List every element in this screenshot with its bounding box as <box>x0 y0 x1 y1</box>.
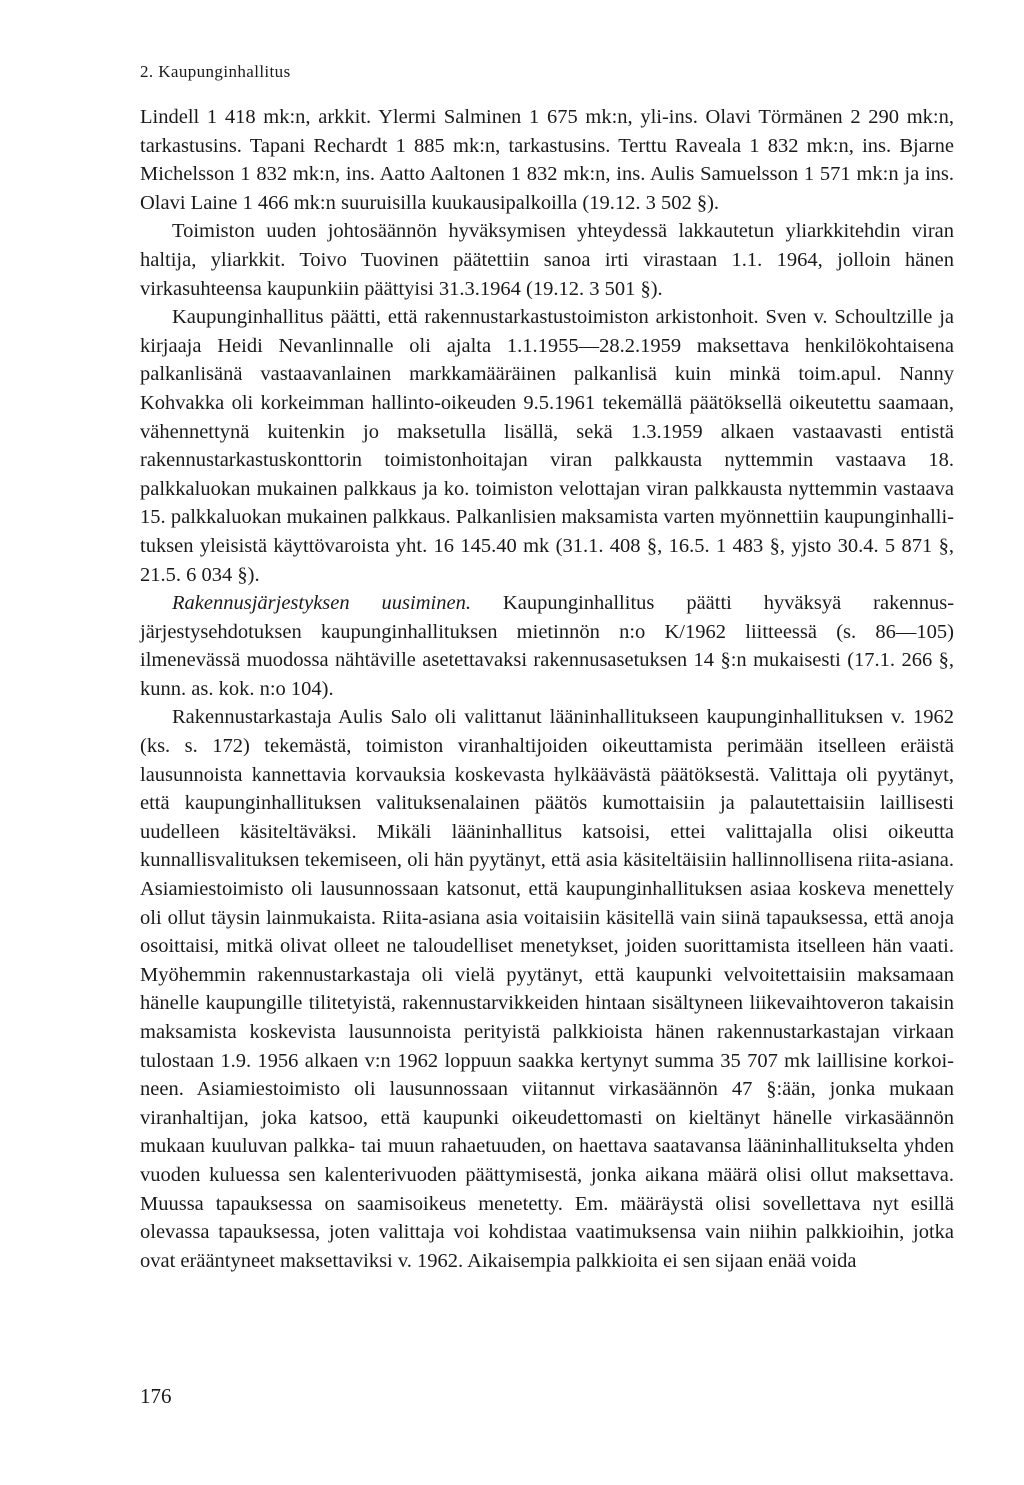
paragraph: Toimiston uuden johtosäännön hyväksymisen yhteydessä lakkautetun yliarkkitehdin viran haltija, yliarkkit. Toivo Tuovinen päätettiin sanoa irti virastaan 1.1. 1964, jolloin hänen virkasuhteensa kaupunkiin päättyisi 31.3.1964 (19.12. 3 501 §). <box>140 220 954 300</box>
paragraph: Lindell 1 418 mk:n, arkkit. Ylermi Salminen 1 675 mk:n, yli-ins. Olavi Törmänen 2 290 mk:n, tarkastusins. Tapani Rechardt 1 885 mk:n, tarkastusins. Terttu Raveala 1 832 mk:n, ins. Bjarne Michelsson 1 832 mk:n, ins. Aatto Aaltonen 1 832 mk:n, ins. Aulis Samuelsson 1 571 mk:n ja ins. Olavi Laine 1 466 mk:n suuruisilla kuukausipalkoilla (19.12. 3 502 §). <box>140 106 954 214</box>
paragraph: Kaupunginhallitus päätti, että rakennustarkastustoimiston arkistonhoit. Sven v. Schoultzille ja kirjaaja Heidi Nevanlinnalle oli ajalta 1.1.1955—28.2.1959 maksettava henkilökohtaisena palkanlisänä vastaavanlainen markkamääräinen palkanlisä kuin minkä toim.apul. Nanny Kohvakka oli korkeimman hallinto-oikeuden 9.5.1961 tekemällä päätöksellä oikeutettu saamaan, vähennettynä kuitenkin jo maksetulla lisällä, sekä 1.3.1959 alkaen vastaavasti entistä rakennustarkastuskonttorin toimistonhoitajan viran palkkausta nyttemmin vastaava 18. palkkaluokan mukainen palkkaus ja ko. toimiston velottajan viran palkkausta nyttemmin vastaava 15. palkkaluokan mukainen palkkaus. Palkanlisien maksamista varten myönnettiin kaupunginhallituksen yleisistä käyttövaroista yht. 16 145.40 mk (31.1. 408 §, 16.5. 1 483 §, yjsto 30.4. 5 871 §, 21.5. 6 034 §). <box>140 306 954 586</box>
running-head: 2. Kaupunginhallitus <box>140 62 291 81</box>
body-text <box>140 103 954 1275</box>
paragraph <box>140 589 954 703</box>
paragraph-text: Kaupunginhallitus päätti hyväksyä rakennusjärjestysehdotuksen kaupunginhallituksen mietinnön n:o K/1962 liitteessä (s. 86—105) ilmenevässä muodossa nähtäville asetettavaksi rakennusasetuksen 14 §:n mukaisesti (17.1. 266 §, kunn. as. kok. n:o 104). <box>140 592 955 700</box>
section-heading: Rakennusjärjestyksen uusiminen. <box>172 592 471 615</box>
page-number: 176 <box>140 1384 172 1408</box>
paragraph: Rakennustarkastaja Aulis Salo oli valittanut lääninhallitukseen kaupunginhallituksen v. 1962 (ks. s. 172) tekemästä, toimiston viranhaltijoiden oikeuttamista perimään itselleen eräistä lausunnoista kannettavia korvauksia koskevasta hylkäävästä päätöksestä. Valittaja oli pyytänyt, että kaupunginhallituksen valituksenalainen päätös kumottaisiin ja palautettaisiin laillisesti uudelleen käsiteltäväksi. Mikäli lääninhallitus katsoisi, ettei valittajalla olisi oikeutta kunnallisvalituksen tekemiseen, oli hän pyytänyt, että asia käsiteltäisiin hallinnollisena riita-asiana. Asiamiestoimisto oli lausunnossaan katsonut, että kaupunginhallituksen asiaa koskeva menettely oli ollut täysin lainmukaista. Riita-asiana asia voitaisiin käsitellä vain siinä tapauksessa, että anoja osoittaisi, mitkä olivat olleet ne taloudelliset menetykset, joiden suorittamista itselleen hän vaati. Myöhemmin rakennustarkastaja oli vielä pyytänyt, että kaupunki velvoitettaisiin maksamaan hänelle kaupungille tilitetyistä, rakennustarvikkeiden hintaan sisältyneen liikevaihtoveron takaisin maksamista koskevista lausunnoista perityistä palkkioista hänen rakennustarkastajan virkaan tulostaan 1.9. 1956 alkaen v:n 1962 loppuun saakka kertynyt summa 35 707 mk laillisine korkoineen. Asiamiestoimisto oli lausunnossaan viitannut virkasäännön 47 §:ään, jonka mukaan viranhaltijan, joka katsoo, että kaupunki oikeudettomasti on kieltänyt hänelle virkasäännön mukaan kuuluvan palkka- tai muun rahaetuuden, on haettava saatavansa lääninhallitukselta yhden vuoden kuluessa sen kalenterivuoden päättymisestä, jonka aikana määrä olisi ollut maksettava. Muussa tapauksessa on saamisoikeus menetetty. Em. määräystä olisi sovellettava nyt esillä olevassa tapauksessa, joten valittaja voi kohdistaa vaatimuksensa vain niihin palkkioihin, jotka ovat erääntyneet maksettaviksi v. 1962. Aikaisempia palkkioita ei sen sijaan enää voida <box>140 706 954 1272</box>
